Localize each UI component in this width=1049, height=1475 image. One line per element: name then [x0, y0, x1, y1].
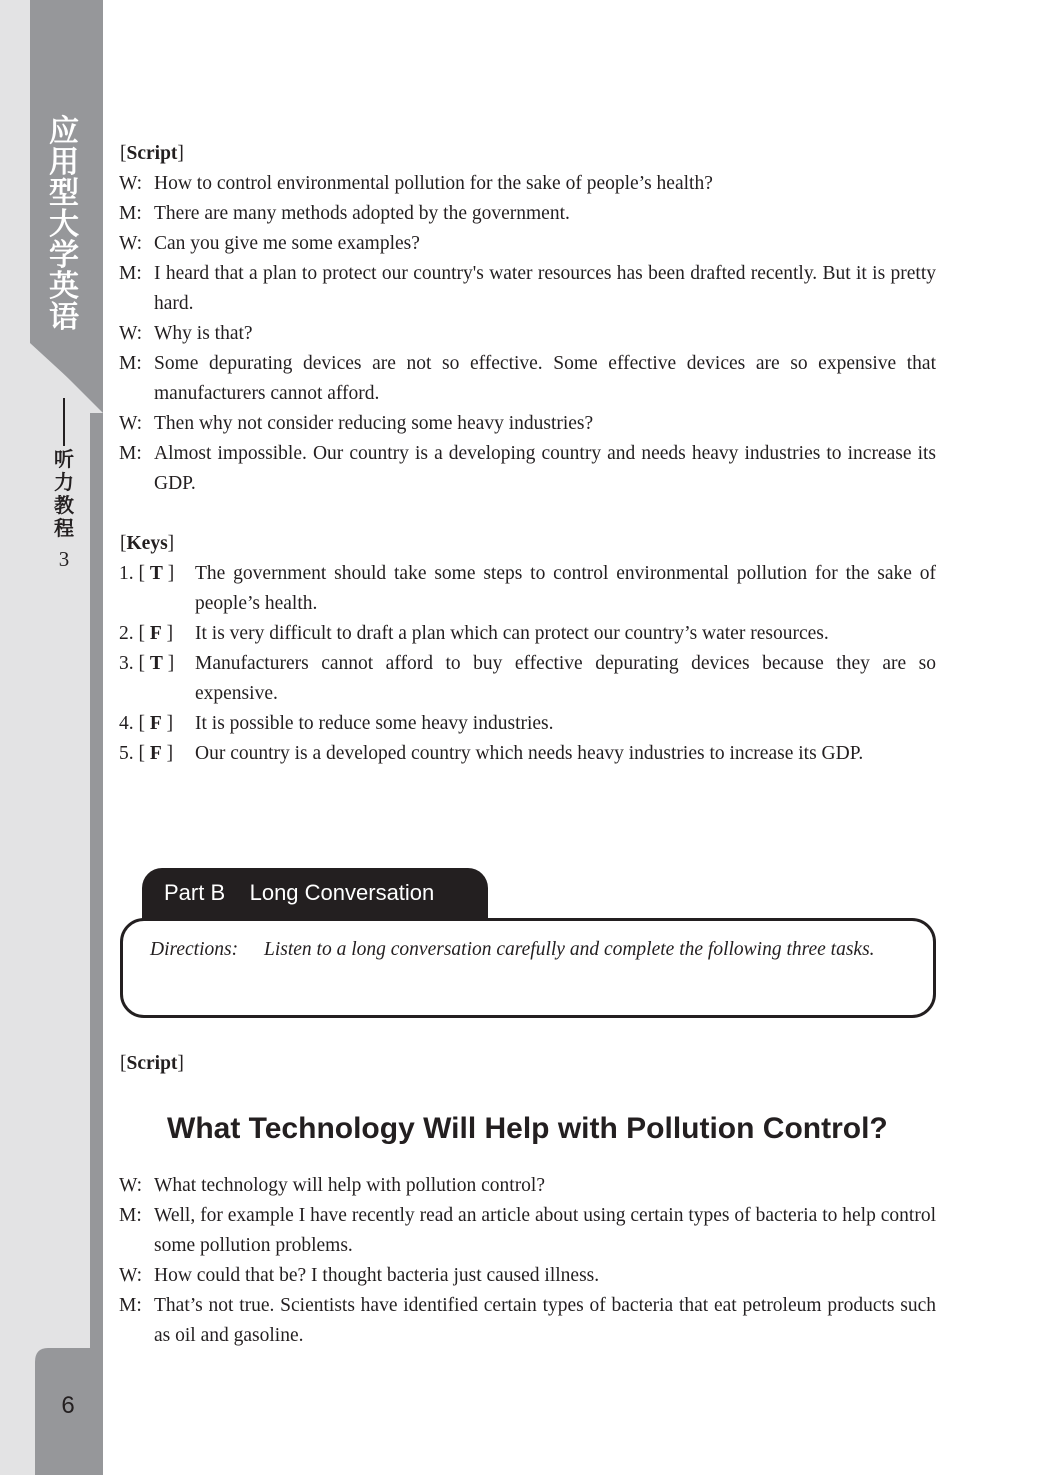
book-title-char: 学 — [49, 238, 79, 273]
page-number: 6 — [61, 1392, 75, 1419]
speaker: M: — [119, 443, 142, 464]
book-subtitle-vertical — [46, 448, 82, 540]
key-number: 1. [ T ] — [119, 563, 175, 584]
book-subtitle-char: 力 — [54, 470, 74, 494]
utterance: Can you give me some examples? — [154, 233, 420, 254]
utterance: Why is that? — [154, 323, 253, 344]
key-item — [119, 649, 936, 709]
key-number: 4. [ F ] — [119, 713, 174, 734]
book-subtitle-char: 听 — [54, 447, 74, 471]
speaker: M: — [119, 1295, 142, 1316]
subtitle-dash — [63, 398, 65, 446]
utterance: Almost impossible. Our country is a developing country and needs heavy industries to increase its GDP. — [154, 443, 936, 494]
volume-number: 3 — [58, 547, 70, 571]
utterance: Some depurating devices are not so effective. Some effective devices are so expensive that manufacturers cannot afford. — [154, 353, 936, 404]
key-number: 3. [ T ] — [119, 653, 175, 674]
book-title-char: 英 — [49, 269, 79, 304]
book-subtitle-char: 程 — [54, 516, 74, 540]
speaker: M: — [119, 353, 142, 374]
part-b-heading: Part B Long Conversation — [164, 880, 435, 905]
key-number: 5. [ F ] — [119, 743, 174, 764]
directions-text: Listen to a long conversation carefully and complete the following three tasks. — [264, 939, 875, 960]
dialogue-line — [119, 229, 936, 259]
directions-box — [120, 918, 936, 1018]
key-answer: F — [149, 713, 162, 734]
key-statement: It is possible to reduce some heavy industries. — [195, 713, 554, 734]
speaker: W: — [119, 413, 143, 434]
answer-keys — [119, 559, 936, 769]
key-answer: T — [149, 653, 163, 674]
dialogue-line — [119, 1171, 936, 1201]
book-subtitle-char: 教 — [54, 493, 74, 517]
dialogue-line — [119, 349, 936, 409]
utterance: Well, for example I have recently read an article about using certain types of bacteria to help control some pollution problems. — [154, 1205, 936, 1256]
speaker: W: — [119, 1175, 143, 1196]
speaker: W: — [119, 233, 143, 254]
utterance: I heard that a plan to protect our country's water resources has been drafted recently. But it is pretty hard. — [154, 263, 936, 314]
dialogue-line — [119, 319, 936, 349]
key-item — [119, 739, 936, 769]
key-statement: The government should take some steps to control environmental pollution for the sake of people’s health. — [195, 563, 936, 614]
script-label: [Script] — [120, 1053, 184, 1074]
speaker: W: — [119, 323, 143, 344]
book-title-char: 语 — [49, 300, 79, 335]
dialogue-line — [119, 169, 936, 199]
script-label: [Script] — [120, 143, 184, 164]
dialogue-line — [119, 409, 936, 439]
conversation-title: What Technology Will Help with Pollution Control? — [167, 1112, 888, 1145]
book-title-char: 型 — [49, 176, 79, 211]
part-b-tab — [142, 868, 488, 920]
keys-label: [Keys] — [120, 533, 175, 554]
script-dialogue — [119, 1171, 936, 1351]
key-item — [119, 559, 936, 619]
dialogue-line — [119, 199, 936, 229]
key-answer: F — [149, 743, 162, 764]
dialogue-line — [119, 1261, 936, 1291]
book-title-vertical — [44, 116, 84, 333]
dialogue-line — [119, 259, 936, 319]
key-answer: F — [149, 623, 162, 644]
speaker: M: — [119, 1205, 142, 1226]
key-statement: Manufacturers cannot afford to buy effective depurating devices because they are so expensive. — [195, 653, 936, 704]
book-title-char: 应 — [49, 114, 79, 149]
key-item — [119, 619, 936, 649]
utterance: How could that be? I thought bacteria just caused illness. — [154, 1265, 600, 1286]
utterance: There are many methods adopted by the government. — [154, 203, 570, 224]
key-answer: T — [149, 563, 163, 584]
speaker: W: — [119, 173, 143, 194]
key-statement: It is very difficult to draft a plan which can protect our country’s water resources. — [195, 623, 829, 644]
dialogue-line — [119, 1201, 936, 1261]
key-statement: Our country is a developed country which needs heavy industries to increase its GDP. — [195, 743, 864, 764]
key-number: 2. [ F ] — [119, 623, 174, 644]
directions-label: Directions: — [150, 939, 239, 960]
book-title-char: 用 — [49, 145, 79, 180]
speaker: W: — [119, 1265, 143, 1286]
utterance: What technology will help with pollution control? — [154, 1175, 546, 1196]
speaker: M: — [119, 263, 142, 284]
utterance: That’s not true. Scientists have identified certain types of bacteria that eat petroleum products such as oil and gasoline. — [154, 1295, 936, 1346]
utterance: Then why not consider reducing some heavy industries? — [154, 413, 594, 434]
book-title-char: 大 — [49, 207, 79, 242]
dialogue-line — [119, 1291, 936, 1351]
key-item — [119, 709, 936, 739]
dialogue-line — [119, 439, 936, 499]
utterance: How to control environmental pollution for the sake of people’s health? — [154, 173, 713, 194]
script-dialogue — [119, 169, 936, 499]
speaker: M: — [119, 203, 142, 224]
